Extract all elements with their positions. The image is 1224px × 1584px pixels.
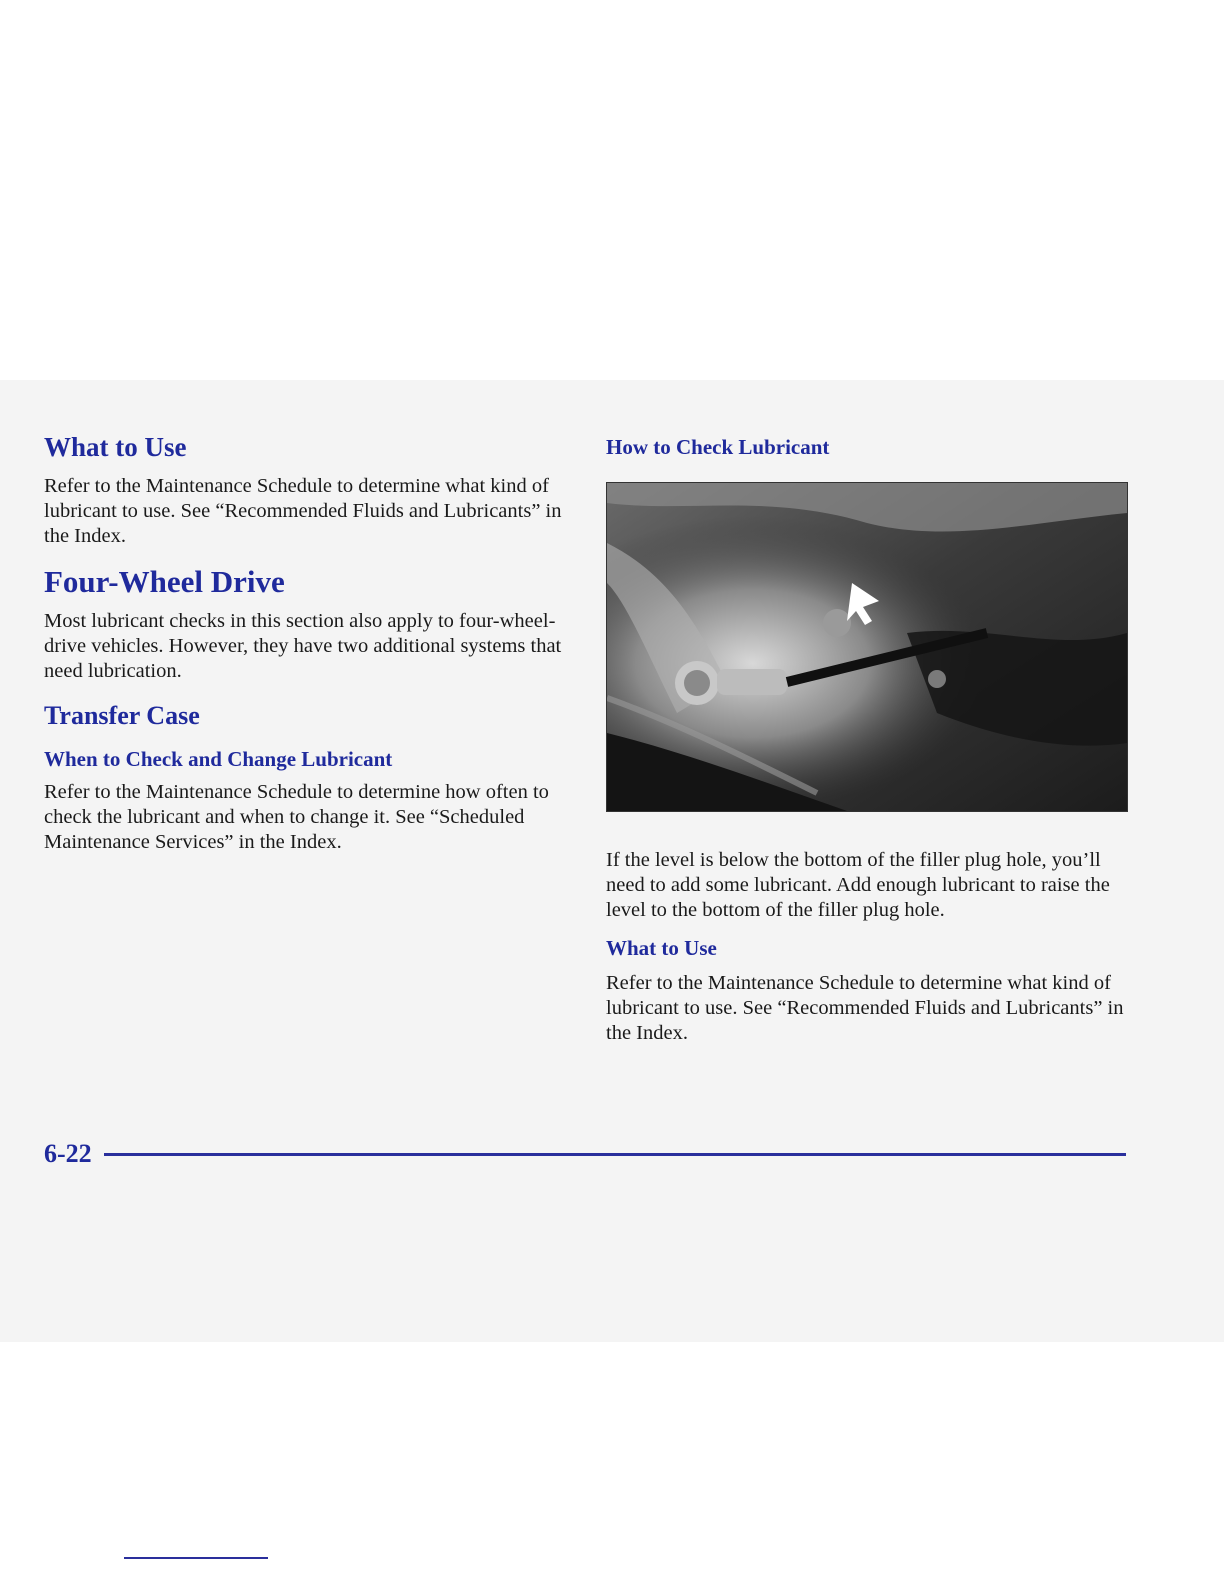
- left-column: [44, 428, 564, 855]
- what-to-use-paragraph-2: Refer to the Maintenance Schedule to determine what kind of lubricant to use. See “Recommended Fluids and Lubricants” in the Index.: [606, 972, 1124, 1044]
- four-wheel-drive-heading: Four-Wheel Drive: [44, 564, 285, 599]
- level-paragraph: If the level is below the bottom of the filler plug hole, you’ll need to add some lubricant. Add enough lubricant to raise the level to the bottom of the filler plug hole.: [606, 849, 1110, 921]
- right-column: [606, 428, 1131, 1046]
- when-to-check-paragraph: Refer to the Maintenance Schedule to determine how often to check the lubricant and when to change it. See “Scheduled Maintenance Services” in the Index.: [44, 781, 549, 853]
- how-to-check-heading: How to Check Lubricant: [606, 435, 830, 459]
- when-to-check-heading: When to Check and Change Lubricant: [44, 747, 393, 771]
- transfer-case-heading: Transfer Case: [44, 701, 200, 730]
- what-to-use-heading: What to Use: [44, 432, 187, 462]
- four-wheel-drive-paragraph: Most lubricant checks in this section also apply to four-wheel-drive vehicles. However, they have two additional systems that need lubrication.: [44, 610, 562, 682]
- transfer-case-photo: [606, 482, 1128, 812]
- what-to-use-paragraph: Refer to the Maintenance Schedule to determine what kind of lubricant to use. See “Recommended Fluids and Lubricants” in the Index.: [44, 475, 562, 547]
- page-number: 6-22: [44, 1139, 92, 1168]
- what-to-use-subheading: What to Use: [606, 936, 717, 960]
- footer-divider: [104, 1153, 1126, 1156]
- bottom-divider: [124, 1557, 268, 1559]
